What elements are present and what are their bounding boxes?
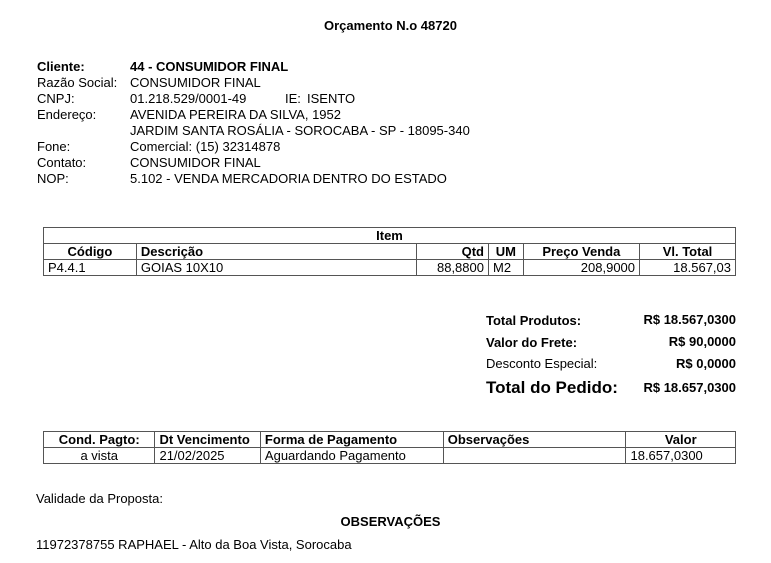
total-pedido-label: Total do Pedido: [486, 378, 618, 397]
desconto-value: R$ 0,0000 [676, 356, 736, 371]
fone-value: Comercial: (15) 32314878 [130, 139, 281, 154]
cliente-value: 44 - CONSUMIDOR FINAL [130, 59, 289, 74]
ie-label: IE: [285, 91, 301, 106]
endereco-line1: AVENIDA PEREIRA DA SILVA, 1952 [130, 107, 341, 122]
col-dt-vencimento: Dt Vencimento [155, 432, 260, 448]
col-observacoes: Observações [443, 432, 626, 448]
col-preco-venda: Preço Venda [523, 244, 639, 260]
validade-label: Validade da Proposta: [36, 491, 163, 506]
endereco-line2: JARDIM SANTA ROSÁLIA - SOROCABA - SP - 18095-340 [130, 123, 470, 138]
cell-codigo: P4.4.1 [44, 260, 137, 276]
total-pedido-value: R$ 18.657,0300 [643, 380, 736, 395]
cliente-label: Cliente: [37, 59, 85, 74]
cell-um: M2 [488, 260, 523, 276]
observacoes-text: 11972378755 RAPHAEL - Alto da Boa Vista, Sorocaba [36, 537, 352, 552]
observacoes-title: OBSERVAÇÕES [340, 514, 441, 529]
nop-value: 5.102 - VENDA MERCADORIA DENTRO DO ESTADO [130, 171, 447, 186]
col-valor: Valor [626, 432, 736, 448]
valor-frete-label: Valor do Frete: [486, 335, 578, 350]
document-title: Orçamento N.o 48720 [324, 18, 457, 33]
col-descricao: Descrição [136, 244, 416, 260]
razao-social-label: Razão Social: [37, 75, 118, 90]
contato-label: Contato: [37, 155, 87, 170]
cell-preco-venda: 208,9000 [523, 260, 639, 276]
cell-valor: 18.657,0300 [626, 448, 736, 464]
cell-cond-pagto: a vista [44, 448, 155, 464]
col-um: UM [488, 244, 523, 260]
cell-descricao: GOIAS 10X10 [136, 260, 416, 276]
table-row [44, 260, 736, 276]
cell-dt-vencimento: 21/02/2025 [155, 448, 260, 464]
items-header-row [44, 244, 736, 260]
col-vl-total: Vl. Total [640, 244, 736, 260]
items-caption: Item [44, 228, 736, 244]
cnpj-value: 01.218.529/0001-49 [130, 91, 247, 106]
cell-observacoes [443, 448, 626, 464]
items-table [43, 227, 736, 276]
contato-value: CONSUMIDOR FINAL [130, 155, 261, 170]
payment-header-row [44, 432, 736, 448]
table-row [44, 448, 736, 464]
col-qtd: Qtd [416, 244, 488, 260]
desconto-label: Desconto Especial: [486, 356, 598, 371]
nop-label: NOP: [37, 171, 69, 186]
endereco-label: Endereço: [37, 107, 97, 122]
cell-vl-total: 18.567,03 [640, 260, 736, 276]
col-forma-pagamento: Forma de Pagamento [260, 432, 443, 448]
valor-frete-value: R$ 90,0000 [668, 334, 736, 349]
ie-value: ISENTO [307, 91, 356, 106]
cell-qtd: 88,8800 [416, 260, 488, 276]
payment-table [43, 431, 736, 464]
cnpj-label: CNPJ: [37, 91, 75, 106]
col-codigo: Código [44, 244, 137, 260]
total-produtos-value: R$ 18.567,0300 [643, 312, 736, 327]
total-produtos-label: Total Produtos: [486, 313, 582, 328]
col-cond-pagto: Cond. Pagto: [44, 432, 155, 448]
fone-label: Fone: [37, 139, 71, 154]
cell-forma-pagamento: Aguardando Pagamento [260, 448, 443, 464]
razao-social-value: CONSUMIDOR FINAL [130, 75, 261, 90]
